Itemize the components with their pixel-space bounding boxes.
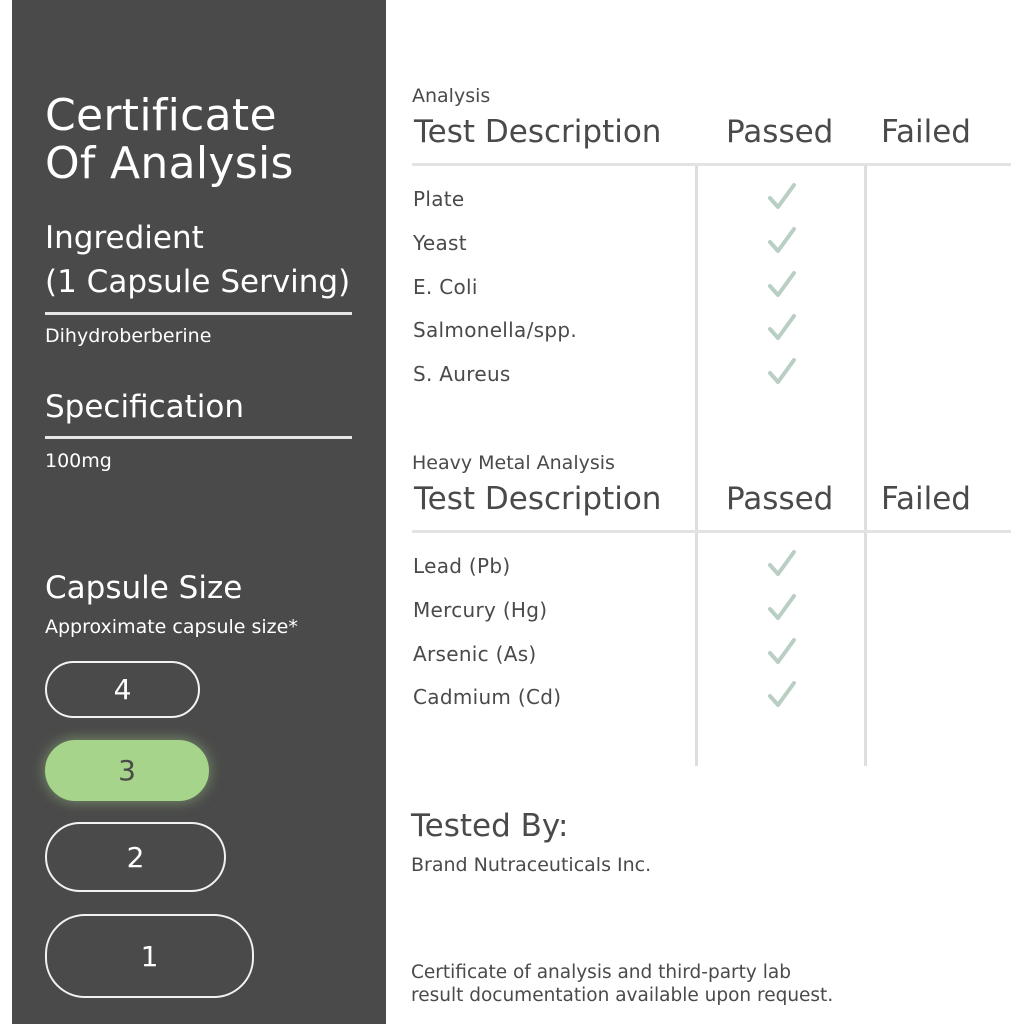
table-row xyxy=(412,361,832,405)
ingredient-heading-line: Ingredient xyxy=(45,220,204,256)
check-icon xyxy=(767,270,797,300)
footnote-line: result documentation available upon request. xyxy=(411,985,834,1006)
analysis-section-label: Analysis xyxy=(412,85,491,107)
specification-heading: Specification xyxy=(45,389,245,425)
table-row xyxy=(412,684,832,728)
column-header-failed: Failed xyxy=(881,114,971,150)
heavy-metal-section-label: Heavy Metal Analysis xyxy=(412,452,615,474)
capsule-size-1: 1 xyxy=(45,914,254,998)
table-row xyxy=(412,317,832,361)
test-description: Yeast xyxy=(413,230,467,255)
table-row xyxy=(412,597,832,641)
test-description: Salmonella/spp. xyxy=(413,318,577,343)
capsule-size-4: 4 xyxy=(45,661,200,718)
check-icon xyxy=(767,226,797,256)
column-divider xyxy=(864,166,867,532)
table-row xyxy=(412,274,832,318)
table-row xyxy=(412,230,832,274)
test-description: Mercury (Hg) xyxy=(413,597,548,622)
capsule-size-2: 2 xyxy=(45,822,226,892)
check-icon xyxy=(767,593,797,623)
column-header-passed: Passed xyxy=(726,481,834,517)
test-description: Arsenic (As) xyxy=(413,641,537,666)
check-icon xyxy=(767,549,797,579)
check-icon xyxy=(767,637,797,667)
check-icon xyxy=(767,680,797,710)
capsule-size-3-selected: 3 xyxy=(45,740,209,801)
specification-value: 100mg xyxy=(45,450,112,472)
test-description: Cadmium (Cd) xyxy=(413,685,562,710)
capsule-size-note: Approximate capsule size* xyxy=(45,616,298,638)
column-header-passed: Passed xyxy=(726,114,834,150)
column-header-test-description: Test Description xyxy=(414,481,662,517)
test-description: Plate xyxy=(413,187,465,211)
tested-by-value: Brand Nutraceuticals Inc. xyxy=(411,854,652,876)
ingredient-heading-line: (1 Capsule Serving) xyxy=(45,264,351,300)
column-header-failed: Failed xyxy=(881,481,971,517)
table-header-divider xyxy=(412,163,1011,166)
footnote xyxy=(411,961,833,1007)
divider xyxy=(45,312,352,315)
ingredient-heading xyxy=(45,216,350,304)
divider xyxy=(45,436,352,439)
left-panel xyxy=(12,0,386,1024)
table-row xyxy=(412,641,832,685)
certificate-title xyxy=(45,92,294,188)
check-icon xyxy=(767,357,797,387)
certificate-title-line: Certificate xyxy=(45,90,277,141)
ingredient-value: Dihydroberberine xyxy=(45,325,212,347)
certificate-title-line: Of Analysis xyxy=(45,138,294,189)
table-header-divider xyxy=(412,530,1011,533)
table-row xyxy=(412,553,832,597)
tested-by-heading: Tested By: xyxy=(411,808,569,844)
test-description: E. Coli xyxy=(413,274,478,299)
check-icon xyxy=(767,182,797,212)
column-header-test-description: Test Description xyxy=(414,114,662,150)
analysis-table-header xyxy=(412,114,1012,154)
footnote-line: Certificate of analysis and third-party lab xyxy=(411,962,791,983)
test-description: Lead (Pb) xyxy=(413,554,511,578)
heavy-metal-table-header xyxy=(412,481,1012,521)
column-divider xyxy=(864,533,867,766)
check-icon xyxy=(767,313,797,343)
test-description: S. Aureus xyxy=(413,362,511,386)
capsule-size-heading: Capsule Size xyxy=(45,570,243,606)
table-row xyxy=(412,186,832,230)
